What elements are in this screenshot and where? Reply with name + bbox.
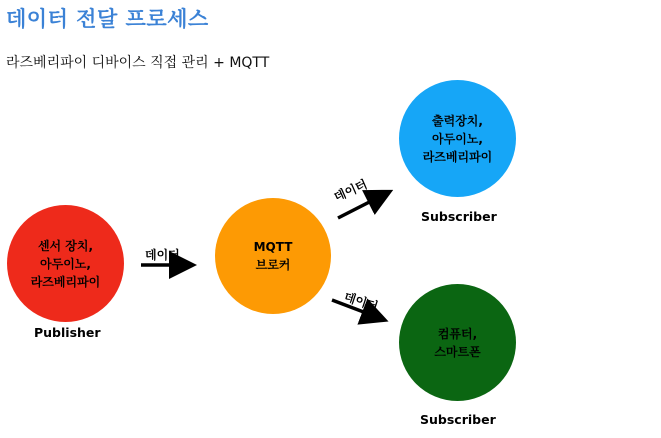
flow-label-publisher-to-broker: 데이터: [145, 248, 180, 262]
publisher-line-3: 라즈베리파이: [30, 274, 101, 289]
broker-line-1: MQTT: [253, 240, 293, 254]
subscriber2-line-2: 스마트폰: [434, 344, 481, 359]
flow-label-broker-to-subscriber2: 데이터: [342, 289, 380, 314]
subscriber1-node: [399, 80, 516, 197]
publisher-node: [7, 205, 124, 322]
page-subtitle: 라즈베리파이 디바이스 직접 관리 + MQTT: [6, 55, 270, 71]
publisher-line-2: 아두이노,: [40, 256, 91, 271]
broker-line-2: 브로커: [255, 258, 291, 272]
subscriber1-line-2: 아두이노,: [432, 131, 483, 146]
flow-label-broker-to-subscriber1: 데이터: [331, 177, 370, 205]
subscriber1-role-label: Subscriber: [421, 209, 497, 224]
subscriber1-line-3: 라즈베리파이: [422, 149, 493, 164]
subscriber2-role-label: Subscriber: [420, 412, 496, 427]
subscriber2-node: [399, 284, 516, 401]
broker-node: [215, 198, 331, 314]
publisher-role-label: Publisher: [34, 325, 101, 340]
subscriber1-line-1: 출력장치,: [432, 113, 483, 128]
subscriber2-line-1: 컴퓨터,: [437, 326, 478, 341]
page-title: 데이터 전달 프로세스: [6, 7, 209, 31]
publisher-line-1: 센서 장치,: [37, 238, 94, 253]
